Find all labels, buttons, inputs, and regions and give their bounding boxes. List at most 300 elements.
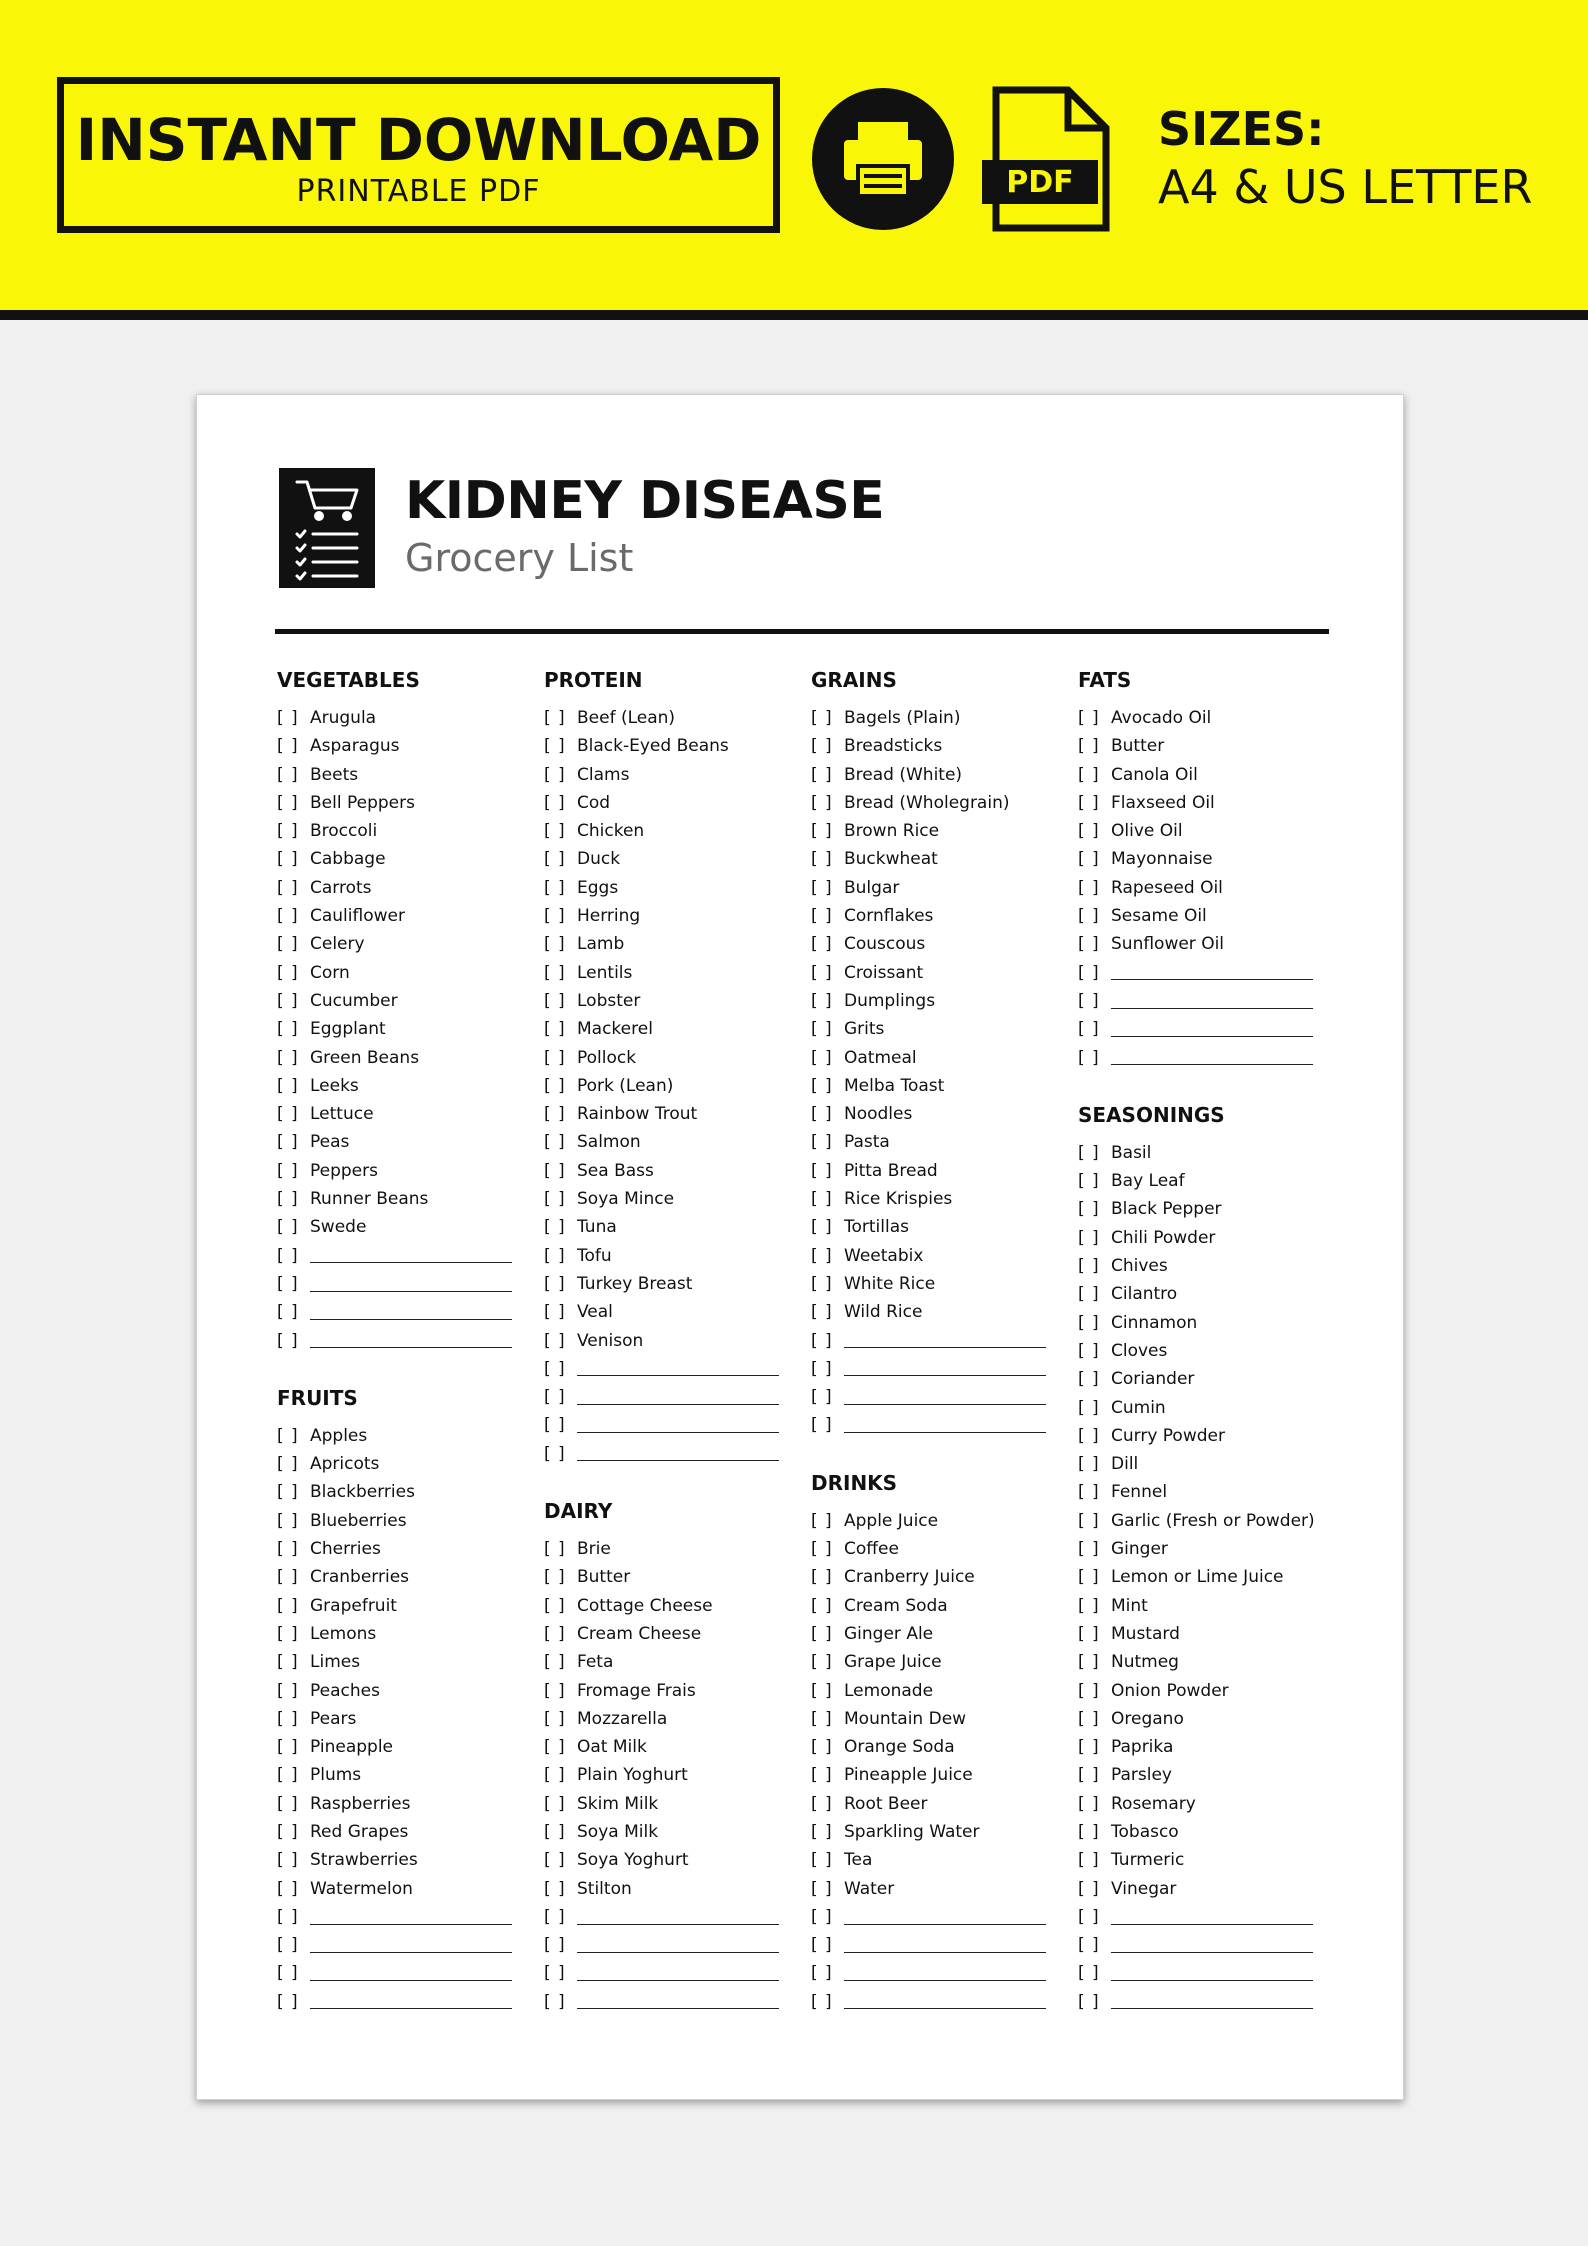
checkbox[interactable]: [ ]: [811, 792, 833, 813]
list-item[interactable]: [1078, 1677, 1340, 1705]
checkbox[interactable]: [ ]: [544, 1160, 566, 1181]
checkbox[interactable]: [ ]: [544, 1443, 566, 1464]
list-item[interactable]: [1078, 1195, 1340, 1223]
list-item[interactable]: [277, 1044, 539, 1072]
blank-write-in-line[interactable]: [310, 1347, 512, 1348]
checkbox[interactable]: [ ]: [544, 1330, 566, 1351]
list-item[interactable]: [277, 1270, 539, 1298]
list-item[interactable]: [544, 874, 806, 902]
list-item[interactable]: [544, 1563, 806, 1591]
checkbox[interactable]: [ ]: [811, 1680, 833, 1701]
checkbox[interactable]: [ ]: [1078, 1652, 1100, 1673]
checkbox[interactable]: [ ]: [1078, 1539, 1100, 1560]
list-item[interactable]: [811, 1959, 1073, 1987]
list-item[interactable]: [544, 1213, 806, 1241]
list-item[interactable]: [1078, 930, 1340, 958]
checkbox[interactable]: [ ]: [811, 1019, 833, 1040]
list-item[interactable]: [811, 1411, 1073, 1439]
list-item[interactable]: [811, 1507, 1073, 1535]
checkbox[interactable]: [ ]: [811, 708, 833, 728]
list-item[interactable]: [811, 1072, 1073, 1100]
checkbox[interactable]: [ ]: [1078, 1425, 1100, 1446]
checkbox[interactable]: [ ]: [277, 821, 299, 842]
list-item[interactable]: [811, 1875, 1073, 1903]
list-item[interactable]: [811, 817, 1073, 845]
list-item[interactable]: [277, 1327, 539, 1355]
checkbox[interactable]: [ ]: [544, 934, 566, 955]
checkbox[interactable]: [ ]: [811, 1595, 833, 1616]
list-item[interactable]: [1078, 1790, 1340, 1818]
checkbox[interactable]: [ ]: [1078, 1567, 1100, 1588]
list-item[interactable]: [811, 902, 1073, 930]
checkbox[interactable]: [ ]: [544, 1415, 566, 1436]
checkbox[interactable]: [ ]: [811, 1387, 833, 1408]
list-item[interactable]: [544, 1592, 806, 1620]
checkbox[interactable]: [ ]: [277, 1623, 299, 1644]
checkbox[interactable]: [ ]: [811, 1765, 833, 1786]
list-item[interactable]: [1078, 1280, 1340, 1308]
blank-write-in-line[interactable]: [310, 1291, 512, 1292]
list-item[interactable]: [1078, 1903, 1340, 1931]
checkbox[interactable]: [ ]: [277, 1330, 299, 1351]
blank-write-in-line[interactable]: [1111, 2008, 1313, 2009]
checkbox[interactable]: [ ]: [811, 1510, 833, 1531]
checkbox[interactable]: [ ]: [544, 1765, 566, 1786]
checkbox[interactable]: [ ]: [544, 1991, 566, 2012]
checkbox[interactable]: [ ]: [544, 1245, 566, 1266]
list-item[interactable]: [277, 1185, 539, 1213]
checkbox[interactable]: [ ]: [1078, 736, 1100, 757]
checkbox[interactable]: [ ]: [544, 1821, 566, 1842]
list-item[interactable]: [811, 1298, 1073, 1326]
list-item[interactable]: [544, 1072, 806, 1100]
checkbox[interactable]: [ ]: [811, 1652, 833, 1673]
blank-write-in-line[interactable]: [310, 1319, 512, 1320]
checkbox[interactable]: [ ]: [277, 1510, 299, 1531]
list-item[interactable]: [544, 1903, 806, 1931]
checkbox[interactable]: [ ]: [811, 1104, 833, 1125]
list-item[interactable]: [277, 1563, 539, 1591]
checkbox[interactable]: [ ]: [277, 1652, 299, 1673]
checkbox[interactable]: [ ]: [1078, 1821, 1100, 1842]
list-item[interactable]: [1078, 1818, 1340, 1846]
list-item[interactable]: [544, 1620, 806, 1648]
checkbox[interactable]: [ ]: [544, 821, 566, 842]
list-item[interactable]: [811, 1648, 1073, 1676]
list-item[interactable]: [544, 1648, 806, 1676]
checkbox[interactable]: [ ]: [544, 1623, 566, 1644]
checkbox[interactable]: [ ]: [1078, 962, 1100, 983]
checkbox[interactable]: [ ]: [1078, 1906, 1100, 1927]
checkbox[interactable]: [ ]: [1078, 1482, 1100, 1503]
checkbox[interactable]: [ ]: [1078, 1793, 1100, 1814]
list-item[interactable]: [544, 732, 806, 760]
checkbox[interactable]: [ ]: [811, 1358, 833, 1379]
list-item[interactable]: [811, 1535, 1073, 1563]
checkbox[interactable]: [ ]: [277, 1302, 299, 1323]
list-item[interactable]: [811, 1563, 1073, 1591]
checkbox[interactable]: [ ]: [1078, 1369, 1100, 1390]
list-item[interactable]: [811, 789, 1073, 817]
blank-write-in-line[interactable]: [1111, 1064, 1313, 1065]
list-item[interactable]: [544, 1355, 806, 1383]
list-item[interactable]: [811, 930, 1073, 958]
checkbox[interactable]: [ ]: [277, 1567, 299, 1588]
checkbox[interactable]: [ ]: [811, 1075, 833, 1096]
checkbox[interactable]: [ ]: [277, 1273, 299, 1294]
checkbox[interactable]: [ ]: [1078, 1878, 1100, 1899]
list-item[interactable]: [277, 1478, 539, 1506]
list-item[interactable]: [1078, 1931, 1340, 1959]
blank-write-in-line[interactable]: [577, 1432, 779, 1433]
list-item[interactable]: [1078, 1224, 1340, 1252]
checkbox[interactable]: [ ]: [544, 877, 566, 898]
blank-write-in-line[interactable]: [844, 1404, 1046, 1405]
list-item[interactable]: [1078, 761, 1340, 789]
checkbox[interactable]: [ ]: [544, 1189, 566, 1210]
list-item[interactable]: [811, 1592, 1073, 1620]
checkbox[interactable]: [ ]: [544, 1680, 566, 1701]
list-item[interactable]: [277, 1733, 539, 1761]
checkbox[interactable]: [ ]: [544, 1104, 566, 1125]
checkbox[interactable]: [ ]: [811, 1160, 833, 1181]
checkbox[interactable]: [ ]: [544, 1567, 566, 1588]
checkbox[interactable]: [ ]: [1078, 1935, 1100, 1956]
checkbox[interactable]: [ ]: [544, 906, 566, 927]
list-item[interactable]: [811, 1733, 1073, 1761]
list-item[interactable]: [544, 817, 806, 845]
checkbox[interactable]: [ ]: [811, 962, 833, 983]
blank-write-in-line[interactable]: [310, 1262, 512, 1263]
checkbox[interactable]: [ ]: [277, 1425, 299, 1446]
list-item[interactable]: [544, 930, 806, 958]
checkbox[interactable]: [ ]: [277, 1680, 299, 1701]
list-item[interactable]: [277, 987, 539, 1015]
checkbox[interactable]: [ ]: [277, 906, 299, 927]
list-item[interactable]: [1078, 1875, 1340, 1903]
checkbox[interactable]: [ ]: [277, 1454, 299, 1475]
checkbox[interactable]: [ ]: [277, 1878, 299, 1899]
checkbox[interactable]: [ ]: [811, 1189, 833, 1210]
checkbox[interactable]: [ ]: [811, 1821, 833, 1842]
list-item[interactable]: [1078, 1422, 1340, 1450]
checkbox[interactable]: [ ]: [1078, 1595, 1100, 1616]
checkbox[interactable]: [ ]: [277, 1793, 299, 1814]
list-item[interactable]: [811, 1818, 1073, 1846]
checkbox[interactable]: [ ]: [277, 1963, 299, 1984]
blank-write-in-line[interactable]: [1111, 1980, 1313, 1981]
list-item[interactable]: [811, 987, 1073, 1015]
list-item[interactable]: [1078, 845, 1340, 873]
checkbox[interactable]: [ ]: [277, 1595, 299, 1616]
checkbox[interactable]: [ ]: [1078, 1454, 1100, 1475]
checkbox[interactable]: [ ]: [811, 1708, 833, 1729]
checkbox[interactable]: [ ]: [811, 1793, 833, 1814]
blank-write-in-line[interactable]: [844, 1952, 1046, 1953]
list-item[interactable]: [277, 1790, 539, 1818]
list-item[interactable]: [277, 1818, 539, 1846]
list-item[interactable]: [544, 1875, 806, 1903]
list-item[interactable]: [544, 845, 806, 873]
blank-write-in-line[interactable]: [577, 1980, 779, 1981]
list-item[interactable]: [811, 1015, 1073, 1043]
checkbox[interactable]: [ ]: [1078, 1623, 1100, 1644]
list-item[interactable]: [811, 959, 1073, 987]
list-item[interactable]: [277, 817, 539, 845]
checkbox[interactable]: [ ]: [544, 1793, 566, 1814]
list-item[interactable]: [1078, 1507, 1340, 1535]
checkbox[interactable]: [ ]: [277, 1708, 299, 1729]
list-item[interactable]: [1078, 1015, 1340, 1043]
list-item[interactable]: [277, 1100, 539, 1128]
checkbox[interactable]: [ ]: [1078, 934, 1100, 955]
checkbox[interactable]: [ ]: [1078, 1340, 1100, 1361]
checkbox[interactable]: [ ]: [811, 821, 833, 842]
checkbox[interactable]: [ ]: [811, 1132, 833, 1153]
blank-write-in-line[interactable]: [1111, 979, 1313, 980]
list-item[interactable]: [277, 1620, 539, 1648]
checkbox[interactable]: [ ]: [277, 849, 299, 870]
list-item[interactable]: [1078, 1309, 1340, 1337]
checkbox[interactable]: [ ]: [544, 1878, 566, 1899]
list-item[interactable]: [277, 1507, 539, 1535]
list-item[interactable]: [277, 1959, 539, 1987]
checkbox[interactable]: [ ]: [811, 1963, 833, 1984]
list-item[interactable]: [544, 1440, 806, 1468]
blank-write-in-line[interactable]: [577, 1952, 779, 1953]
checkbox[interactable]: [ ]: [544, 1075, 566, 1096]
checkbox[interactable]: [ ]: [1078, 990, 1100, 1011]
list-item[interactable]: [277, 874, 539, 902]
list-item[interactable]: [277, 1535, 539, 1563]
checkbox[interactable]: [ ]: [811, 1539, 833, 1560]
list-item[interactable]: [811, 1790, 1073, 1818]
checkbox[interactable]: [ ]: [544, 1047, 566, 1068]
list-item[interactable]: [811, 874, 1073, 902]
list-item[interactable]: [1078, 1592, 1340, 1620]
list-item[interactable]: [544, 1044, 806, 1072]
list-item[interactable]: [1078, 1648, 1340, 1676]
list-item[interactable]: [277, 1015, 539, 1043]
checkbox[interactable]: [ ]: [811, 1415, 833, 1436]
list-item[interactable]: [1078, 1044, 1340, 1072]
list-item[interactable]: [277, 1450, 539, 1478]
list-item[interactable]: [811, 1355, 1073, 1383]
blank-write-in-line[interactable]: [577, 2008, 779, 2009]
list-item[interactable]: [811, 1620, 1073, 1648]
list-item[interactable]: [277, 930, 539, 958]
checkbox[interactable]: [ ]: [811, 1850, 833, 1871]
list-item[interactable]: [544, 902, 806, 930]
blank-write-in-line[interactable]: [310, 1980, 512, 1981]
list-item[interactable]: [544, 1790, 806, 1818]
checkbox[interactable]: [ ]: [1078, 877, 1100, 898]
list-item[interactable]: [811, 1846, 1073, 1874]
checkbox[interactable]: [ ]: [277, 708, 299, 728]
checkbox[interactable]: [ ]: [277, 792, 299, 813]
checkbox[interactable]: [ ]: [1078, 1850, 1100, 1871]
checkbox[interactable]: [ ]: [1078, 1737, 1100, 1758]
checkbox[interactable]: [ ]: [1078, 1510, 1100, 1531]
list-item[interactable]: [1078, 1846, 1340, 1874]
list-item[interactable]: [277, 704, 539, 732]
list-item[interactable]: [811, 1100, 1073, 1128]
blank-write-in-line[interactable]: [1111, 1924, 1313, 1925]
list-item[interactable]: [544, 1242, 806, 1270]
list-item[interactable]: [544, 1015, 806, 1043]
blank-write-in-line[interactable]: [577, 1460, 779, 1461]
list-item[interactable]: [544, 1959, 806, 1987]
checkbox[interactable]: [ ]: [277, 1132, 299, 1153]
list-item[interactable]: [1078, 1535, 1340, 1563]
checkbox[interactable]: [ ]: [277, 990, 299, 1011]
checkbox[interactable]: [ ]: [277, 1245, 299, 1266]
checkbox[interactable]: [ ]: [544, 1387, 566, 1408]
list-item[interactable]: [811, 1903, 1073, 1931]
checkbox[interactable]: [ ]: [277, 1217, 299, 1238]
checkbox[interactable]: [ ]: [277, 1104, 299, 1125]
checkbox[interactable]: [ ]: [544, 1737, 566, 1758]
list-item[interactable]: [544, 1705, 806, 1733]
list-item[interactable]: [544, 1298, 806, 1326]
checkbox[interactable]: [ ]: [811, 1623, 833, 1644]
checkbox[interactable]: [ ]: [811, 1935, 833, 1956]
blank-write-in-line[interactable]: [310, 1924, 512, 1925]
checkbox[interactable]: [ ]: [277, 1991, 299, 2012]
blank-write-in-line[interactable]: [844, 1980, 1046, 1981]
checkbox[interactable]: [ ]: [277, 934, 299, 955]
list-item[interactable]: [1078, 1620, 1340, 1648]
checkbox[interactable]: [ ]: [1078, 708, 1100, 728]
list-item[interactable]: [811, 845, 1073, 873]
checkbox[interactable]: [ ]: [1078, 1199, 1100, 1220]
checkbox[interactable]: [ ]: [277, 1075, 299, 1096]
checkbox[interactable]: [ ]: [544, 764, 566, 785]
list-item[interactable]: [544, 1733, 806, 1761]
list-item[interactable]: [1078, 874, 1340, 902]
list-item[interactable]: [277, 761, 539, 789]
checkbox[interactable]: [ ]: [544, 1302, 566, 1323]
list-item[interactable]: [544, 1818, 806, 1846]
checkbox[interactable]: [ ]: [1078, 849, 1100, 870]
list-item[interactable]: [1078, 1252, 1340, 1280]
list-item[interactable]: [277, 1903, 539, 1931]
list-item[interactable]: [811, 761, 1073, 789]
checkbox[interactable]: [ ]: [277, 1047, 299, 1068]
list-item[interactable]: [811, 1761, 1073, 1789]
list-item[interactable]: [811, 1931, 1073, 1959]
checkbox[interactable]: [ ]: [277, 1482, 299, 1503]
list-item[interactable]: [544, 987, 806, 1015]
checkbox[interactable]: [ ]: [1078, 764, 1100, 785]
checkbox[interactable]: [ ]: [1078, 1312, 1100, 1333]
list-item[interactable]: [811, 1185, 1073, 1213]
list-item[interactable]: [544, 1535, 806, 1563]
checkbox[interactable]: [ ]: [277, 1160, 299, 1181]
list-item[interactable]: [277, 789, 539, 817]
list-item[interactable]: [544, 1100, 806, 1128]
blank-write-in-line[interactable]: [577, 1375, 779, 1376]
list-item[interactable]: [544, 1988, 806, 2016]
list-item[interactable]: [811, 1327, 1073, 1355]
checkbox[interactable]: [ ]: [277, 877, 299, 898]
list-item[interactable]: [277, 1677, 539, 1705]
checkbox[interactable]: [ ]: [277, 736, 299, 757]
list-item[interactable]: [544, 1327, 806, 1355]
list-item[interactable]: [811, 1270, 1073, 1298]
checkbox[interactable]: [ ]: [1078, 1019, 1100, 1040]
checkbox[interactable]: [ ]: [811, 1878, 833, 1899]
blank-write-in-line[interactable]: [310, 1952, 512, 1953]
list-item[interactable]: [1078, 987, 1340, 1015]
list-item[interactable]: [544, 704, 806, 732]
list-item[interactable]: [277, 1705, 539, 1733]
list-item[interactable]: [1078, 1167, 1340, 1195]
blank-write-in-line[interactable]: [844, 2008, 1046, 2009]
checkbox[interactable]: [ ]: [544, 1708, 566, 1729]
list-item[interactable]: [277, 1648, 539, 1676]
list-item[interactable]: [277, 1128, 539, 1156]
checkbox[interactable]: [ ]: [277, 1935, 299, 1956]
checkbox[interactable]: [ ]: [1078, 1171, 1100, 1192]
list-item[interactable]: [1078, 1337, 1340, 1365]
list-item[interactable]: [811, 1677, 1073, 1705]
checkbox[interactable]: [ ]: [811, 1991, 833, 2012]
checkbox[interactable]: [ ]: [811, 1047, 833, 1068]
checkbox[interactable]: [ ]: [1078, 906, 1100, 927]
list-item[interactable]: [1078, 1450, 1340, 1478]
checkbox[interactable]: [ ]: [277, 1765, 299, 1786]
blank-write-in-line[interactable]: [1111, 1952, 1313, 1953]
checkbox[interactable]: [ ]: [544, 1906, 566, 1927]
list-item[interactable]: [1078, 1959, 1340, 1987]
checkbox[interactable]: [ ]: [277, 1189, 299, 1210]
checkbox[interactable]: [ ]: [277, 962, 299, 983]
checkbox[interactable]: [ ]: [544, 1652, 566, 1673]
checkbox[interactable]: [ ]: [811, 1217, 833, 1238]
list-item[interactable]: [1078, 789, 1340, 817]
list-item[interactable]: [811, 1213, 1073, 1241]
list-item[interactable]: [811, 1705, 1073, 1733]
list-item[interactable]: [277, 1298, 539, 1326]
checkbox[interactable]: [ ]: [544, 1217, 566, 1238]
list-item[interactable]: [544, 1128, 806, 1156]
list-item[interactable]: [544, 1185, 806, 1213]
checkbox[interactable]: [ ]: [277, 1019, 299, 1040]
list-item[interactable]: [1078, 1478, 1340, 1506]
blank-write-in-line[interactable]: [844, 1375, 1046, 1376]
checkbox[interactable]: [ ]: [811, 849, 833, 870]
list-item[interactable]: [277, 1592, 539, 1620]
checkbox[interactable]: [ ]: [1078, 1963, 1100, 1984]
checkbox[interactable]: [ ]: [544, 1273, 566, 1294]
checkbox[interactable]: [ ]: [277, 1539, 299, 1560]
list-item[interactable]: [544, 959, 806, 987]
checkbox[interactable]: [ ]: [811, 1245, 833, 1266]
list-item[interactable]: [544, 1383, 806, 1411]
list-item[interactable]: [1078, 732, 1340, 760]
checkbox[interactable]: [ ]: [544, 962, 566, 983]
list-item[interactable]: [544, 1931, 806, 1959]
list-item[interactable]: [544, 1157, 806, 1185]
checkbox[interactable]: [ ]: [544, 1963, 566, 1984]
checkbox[interactable]: [ ]: [277, 764, 299, 785]
checkbox[interactable]: [ ]: [1078, 1708, 1100, 1729]
blank-write-in-line[interactable]: [844, 1432, 1046, 1433]
checkbox[interactable]: [ ]: [1078, 1991, 1100, 2012]
list-item[interactable]: [544, 1846, 806, 1874]
checkbox[interactable]: [ ]: [277, 1906, 299, 1927]
